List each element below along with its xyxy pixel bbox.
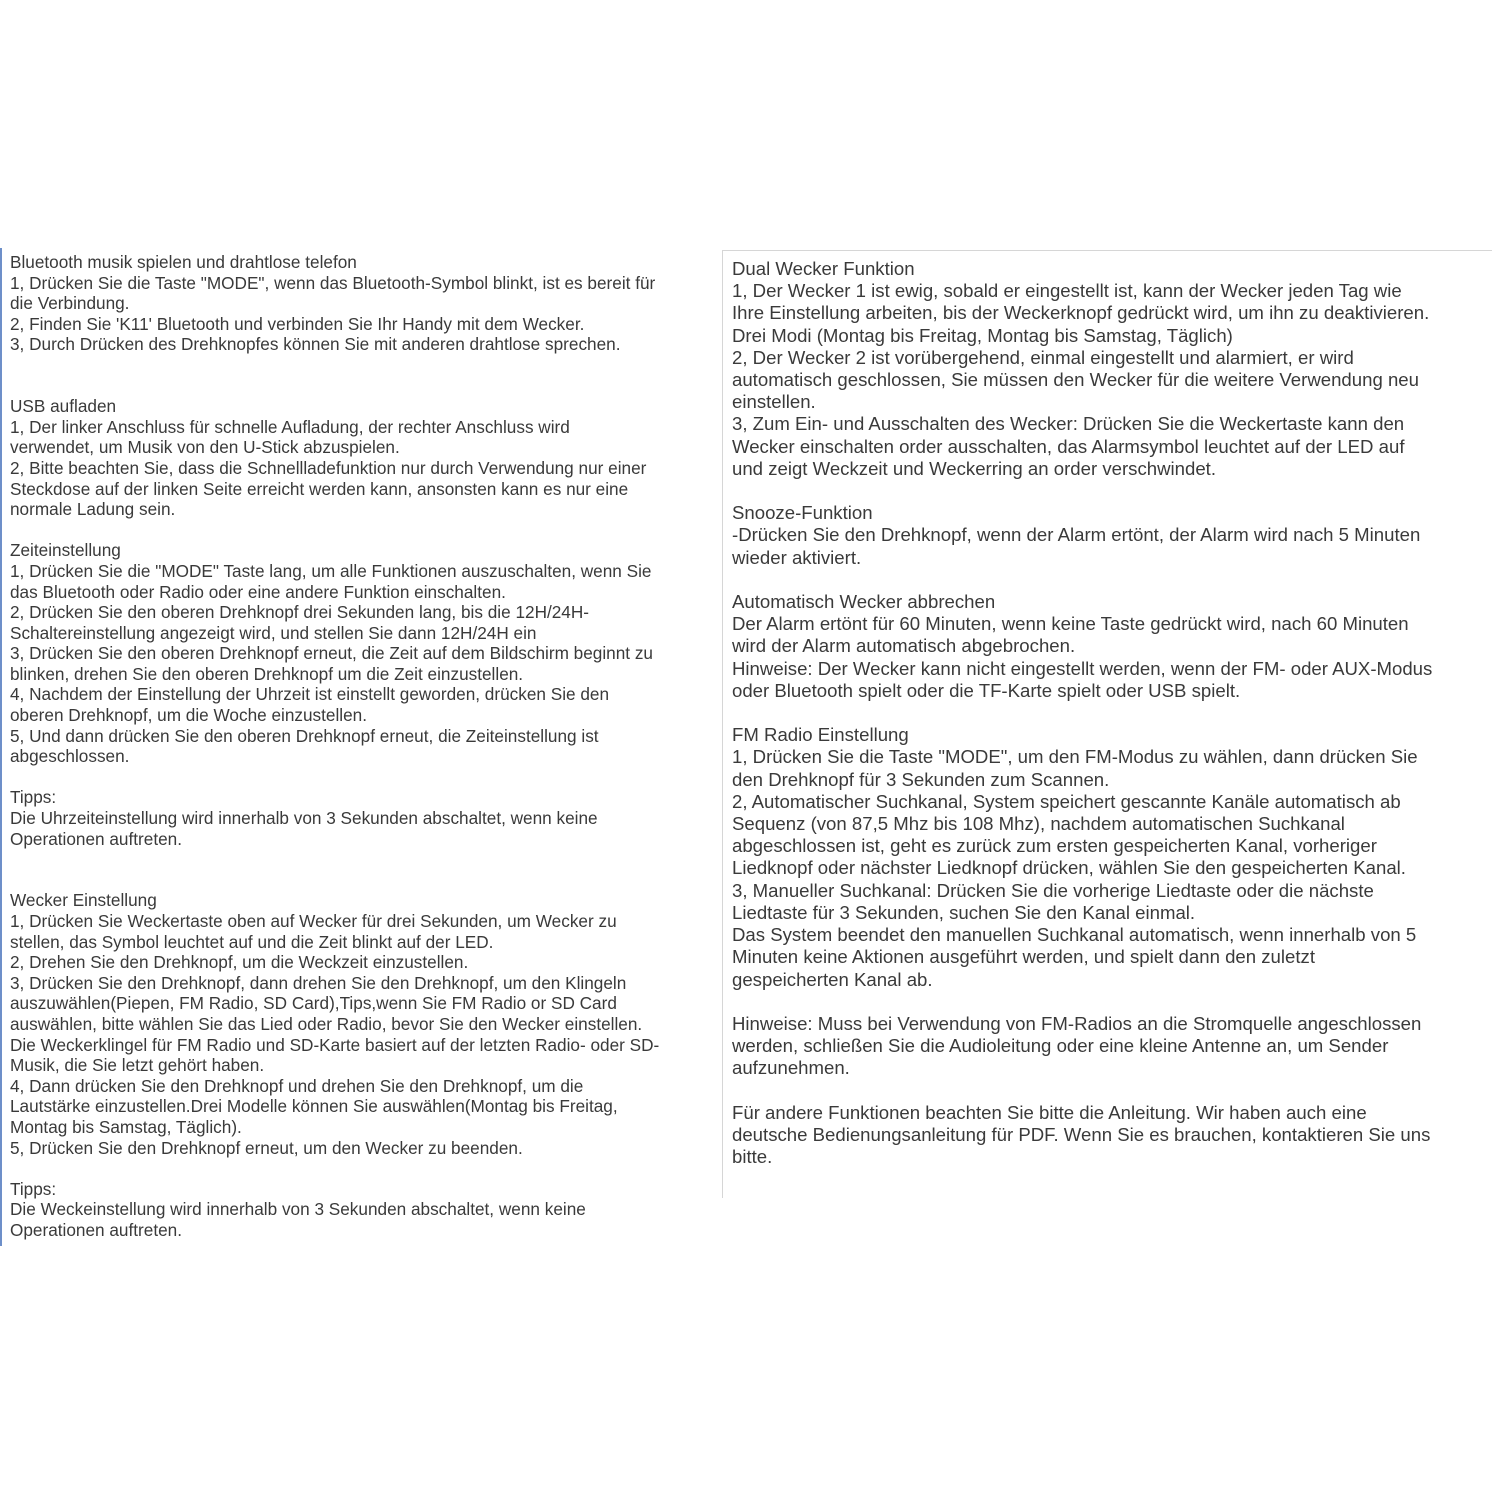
text-line: Drei Modi (Montag bis Freitag, Montag bis Samstag, Täglich) bbox=[732, 324, 1233, 346]
text-line: Tipps: bbox=[10, 787, 57, 808]
text-line: Ihre Einstellung arbeiten, bis der Weckerknopf gedrückt wird, um ihn zu deaktivieren. bbox=[732, 302, 1430, 324]
text-line: oder Bluetooth spielt oder die TF-Karte spielt oder USB spielt. bbox=[732, 679, 1241, 701]
text-line: Wecker Einstellung bbox=[10, 890, 157, 911]
text-line: Hinweise: Der Wecker kann nicht eingestellt werden, wenn der FM- oder AUX-Modus bbox=[732, 657, 1433, 679]
blank-line bbox=[732, 569, 1486, 591]
text-line: Der Alarm ertönt für 60 Minuten, wenn keine Taste gedrückt wird, nach 60 Minuten bbox=[732, 613, 1409, 635]
blank-line bbox=[732, 480, 1486, 502]
text-line: FM Radio Einstellung bbox=[732, 724, 909, 746]
text-line: Hinweise: Muss bei Verwendung von FM-Radios an die Stromquelle angeschlossen bbox=[732, 1012, 1422, 1034]
text-line: Tipps: bbox=[10, 1178, 57, 1199]
text-line: -Drücken Sie den Drehknopf, wenn der Alarm ertönt, der Alarm wird nach 5 Minuten bbox=[732, 524, 1421, 546]
text-line: Die Weckerklingel für FM Radio und SD-Karte basiert auf der letzten Radio- oder SD- bbox=[10, 1034, 660, 1055]
text-line: 2, Bitte beachten Sie, dass die Schnellladefunktion nur durch Verwendung nur einer bbox=[10, 457, 647, 478]
text-line: Die Weckeinstellung wird innerhalb von 3 Sekunden abschaltet, wenn keine bbox=[10, 1199, 586, 1220]
text-line: wird der Alarm automatisch abgebrochen. bbox=[732, 635, 1076, 657]
text-line: 5, Drücken Sie den Drehknopf erneut, um den Wecker zu beenden. bbox=[10, 1137, 523, 1158]
text-line: Liedknopf oder nächster Liedknopf drücken, wählen Sie den gespeicherten Kanal. bbox=[732, 857, 1406, 879]
text-line: bitte. bbox=[732, 1146, 773, 1168]
blank-line bbox=[10, 870, 706, 891]
text-line: Liedtaste für 3 Sekunden, suchen Sie den Kanal einmal. bbox=[732, 901, 1196, 923]
text-line: automatisch geschlossen, Sie müssen den Wecker für die weitere Verwendung neu bbox=[732, 369, 1419, 391]
text-line: 2, Drehen Sie den Drehknopf, um die Weckzeit einzustellen. bbox=[10, 952, 469, 973]
text-line: normale Ladung sein. bbox=[10, 499, 176, 520]
text-line: Bluetooth musik spielen und drahtlose telefon bbox=[10, 252, 357, 272]
text-line: auszuwählen(Piepen, FM Radio, SD Card),Tips,wenn Sie FM Radio or SD Card bbox=[10, 993, 617, 1014]
text-line: Minuten keine Aktionen ausgeführt werden, und spielt dann den zuletzt bbox=[732, 946, 1315, 968]
text-line: 3, Drücken Sie den oberen Drehknopf erneut, die Zeit auf dem Bildschirm beginnt zu bbox=[10, 643, 653, 664]
left-text-column bbox=[0, 248, 716, 1246]
text-line: 2, Finden Sie 'K11' Bluetooth und verbinden Sie Ihr Handy mit dem Wecker. bbox=[10, 313, 585, 334]
text-line: Für andere Funktionen beachten Sie bitte die Anleitung. Wir haben auch eine bbox=[732, 1101, 1367, 1123]
text-line: deutsche Bedienungsanleitung für PDF. Wenn Sie es brauchen, kontaktieren Sie uns bbox=[732, 1123, 1431, 1145]
blank-line bbox=[10, 520, 706, 541]
text-line: 3, Durch Drücken des Drehknopfes können Sie mit anderen drahtlose sprechen. bbox=[10, 334, 621, 355]
text-line: die Verbindung. bbox=[10, 293, 130, 314]
text-line: 4, Dann drücken Sie den Drehknopf und drehen Sie den Drehknopf, um die bbox=[10, 1075, 584, 1096]
text-line: auswählen, bitte wählen Sie das Lied oder Radio, bevor Sie den Wecker einstellen. bbox=[10, 1013, 643, 1034]
text-line: 3, Zum Ein- und Ausschalten des Wecker: Drücken Sie die Weckertaste kann den bbox=[732, 413, 1405, 435]
blank-line bbox=[732, 991, 1486, 1013]
right-text-column bbox=[722, 250, 1492, 1198]
blank-line bbox=[732, 1080, 1486, 1102]
text-line: Snooze-Funktion bbox=[732, 502, 873, 524]
text-line: 3, Manueller Suchkanal: Drücken Sie die vorherige Liedtaste oder die nächste bbox=[732, 879, 1374, 901]
blank-line bbox=[10, 1158, 706, 1179]
text-line: 4, Nachdem der Einstellung der Uhrzeit ist einstellt geworden, drücken Sie den bbox=[10, 684, 610, 705]
text-line: gespeicherten Kanal ab. bbox=[732, 968, 933, 990]
text-line: Montag bis Samstag, Täglich). bbox=[10, 1116, 242, 1137]
blank-line bbox=[10, 767, 706, 788]
text-line: stellen, das Symbol leuchtet auf und die Zeit blinkt auf der LED. bbox=[10, 931, 494, 952]
text-line: 3, Drücken Sie den Drehknopf, dann drehen Sie den Drehknopf, um den Klingeln bbox=[10, 972, 627, 993]
text-line: abgeschlossen. bbox=[10, 746, 130, 767]
text-line: Die Uhrzeiteinstellung wird innerhalb von 3 Sekunden abschaltet, wenn keine bbox=[10, 808, 598, 829]
text-line: abgeschlossen ist, geht es zurück zum ersten gespeicherten Kanal, vorheriger bbox=[732, 835, 1377, 857]
text-line: und zeigt Weckzeit und Weckerring an order verschwindet. bbox=[732, 457, 1217, 479]
blank-line bbox=[732, 702, 1486, 724]
text-line: Sequenz (von 87,5 Mhz bis 108 Mhz), nachdem automatischen Suchkanal bbox=[732, 813, 1345, 835]
text-line: Wecker einschalten order ausschalten, das Alarmsymbol leuchtet auf der LED auf bbox=[732, 435, 1405, 457]
text-line: USB aufladen bbox=[10, 396, 117, 417]
text-line: blinken, drehen Sie den oberen Drehknopf um die Zeit einzustellen. bbox=[10, 663, 524, 684]
blank-line bbox=[10, 376, 706, 397]
text-line: 1, Drücken Sie die Taste "MODE", um den FM-Modus zu wählen, dann drücken Sie bbox=[732, 746, 1418, 768]
text-line: Dual Wecker Funktion bbox=[732, 258, 915, 279]
text-line: den Drehknopf für 3 Sekunden zum Scannen. bbox=[732, 768, 1110, 790]
text-line: Schaltereinstellung angezeigt wird, und stellen Sie dann 12H/24H ein bbox=[10, 622, 537, 643]
text-line: Operationen auftreten. bbox=[10, 828, 182, 849]
text-line: 1, Der linker Anschluss für schnelle Aufladung, der rechter Anschluss wird bbox=[10, 416, 570, 437]
text-line: Zeiteinstellung bbox=[10, 540, 121, 561]
text-line: aufzunehmen. bbox=[732, 1057, 850, 1079]
text-line: Musik, die Sie letzt gehört haben. bbox=[10, 1055, 265, 1076]
text-line: verwendet, um Musik von den U-Stick abzuspielen. bbox=[10, 437, 400, 458]
text-line: 1, Der Wecker 1 ist ewig, sobald er eingestellt ist, kann der Wecker jeden Tag wie bbox=[732, 280, 1402, 302]
blank-line bbox=[10, 849, 706, 870]
text-line: 1, Drücken Sie Weckertaste oben auf Wecker für drei Sekunden, um Wecker zu bbox=[10, 911, 617, 931]
text-line: Steckdose auf der linken Seite erreicht werden kann, ansonsten kann es nur eine bbox=[10, 478, 629, 499]
text-line: oberen Drehknopf, um die Woche einzustellen. bbox=[10, 705, 368, 726]
text-line: 1, Drücken Sie die Taste "MODE", wenn das Bluetooth-Symbol blinkt, ist es bereit für bbox=[10, 272, 656, 293]
text-line: 2, Der Wecker 2 ist vorübergehend, einmal eingestellt und alarmiert, er wird bbox=[732, 346, 1354, 368]
text-line: 2, Drücken Sie den oberen Drehknopf drei Sekunden lang, bis die 12H/24H- bbox=[10, 602, 590, 623]
text-line: einstellen. bbox=[732, 391, 816, 413]
text-line: Das System beendet den manuellen Suchkanal automatisch, wenn innerhalb von 5 bbox=[732, 924, 1417, 946]
text-line: 1, Drücken Sie die "MODE" Taste lang, um alle Funktionen auszuschalten, wenn Sie bbox=[10, 560, 652, 581]
text-line: 2, Automatischer Suchkanal, System speichert gescannte Kanäle automatisch ab bbox=[732, 790, 1401, 812]
text-line: Operationen auftreten. bbox=[10, 1219, 182, 1240]
text-line: werden, schließen Sie die Audioleitung oder eine kleine Antenne an, um Sender bbox=[732, 1035, 1389, 1057]
text-line: Lautstärke einzustellen.Drei Modelle können Sie auswählen(Montag bis Freitag, bbox=[10, 1096, 618, 1117]
text-line: das Bluetooth oder Radio oder eine andere Funktion einschalten. bbox=[10, 581, 506, 602]
blank-line bbox=[10, 355, 706, 376]
text-line: Automatisch Wecker abbrechen bbox=[732, 591, 996, 613]
text-line: wieder aktiviert. bbox=[732, 546, 862, 568]
text-line: 5, Und dann drücken Sie den oberen Drehknopf erneut, die Zeiteinstellung ist bbox=[10, 725, 599, 746]
